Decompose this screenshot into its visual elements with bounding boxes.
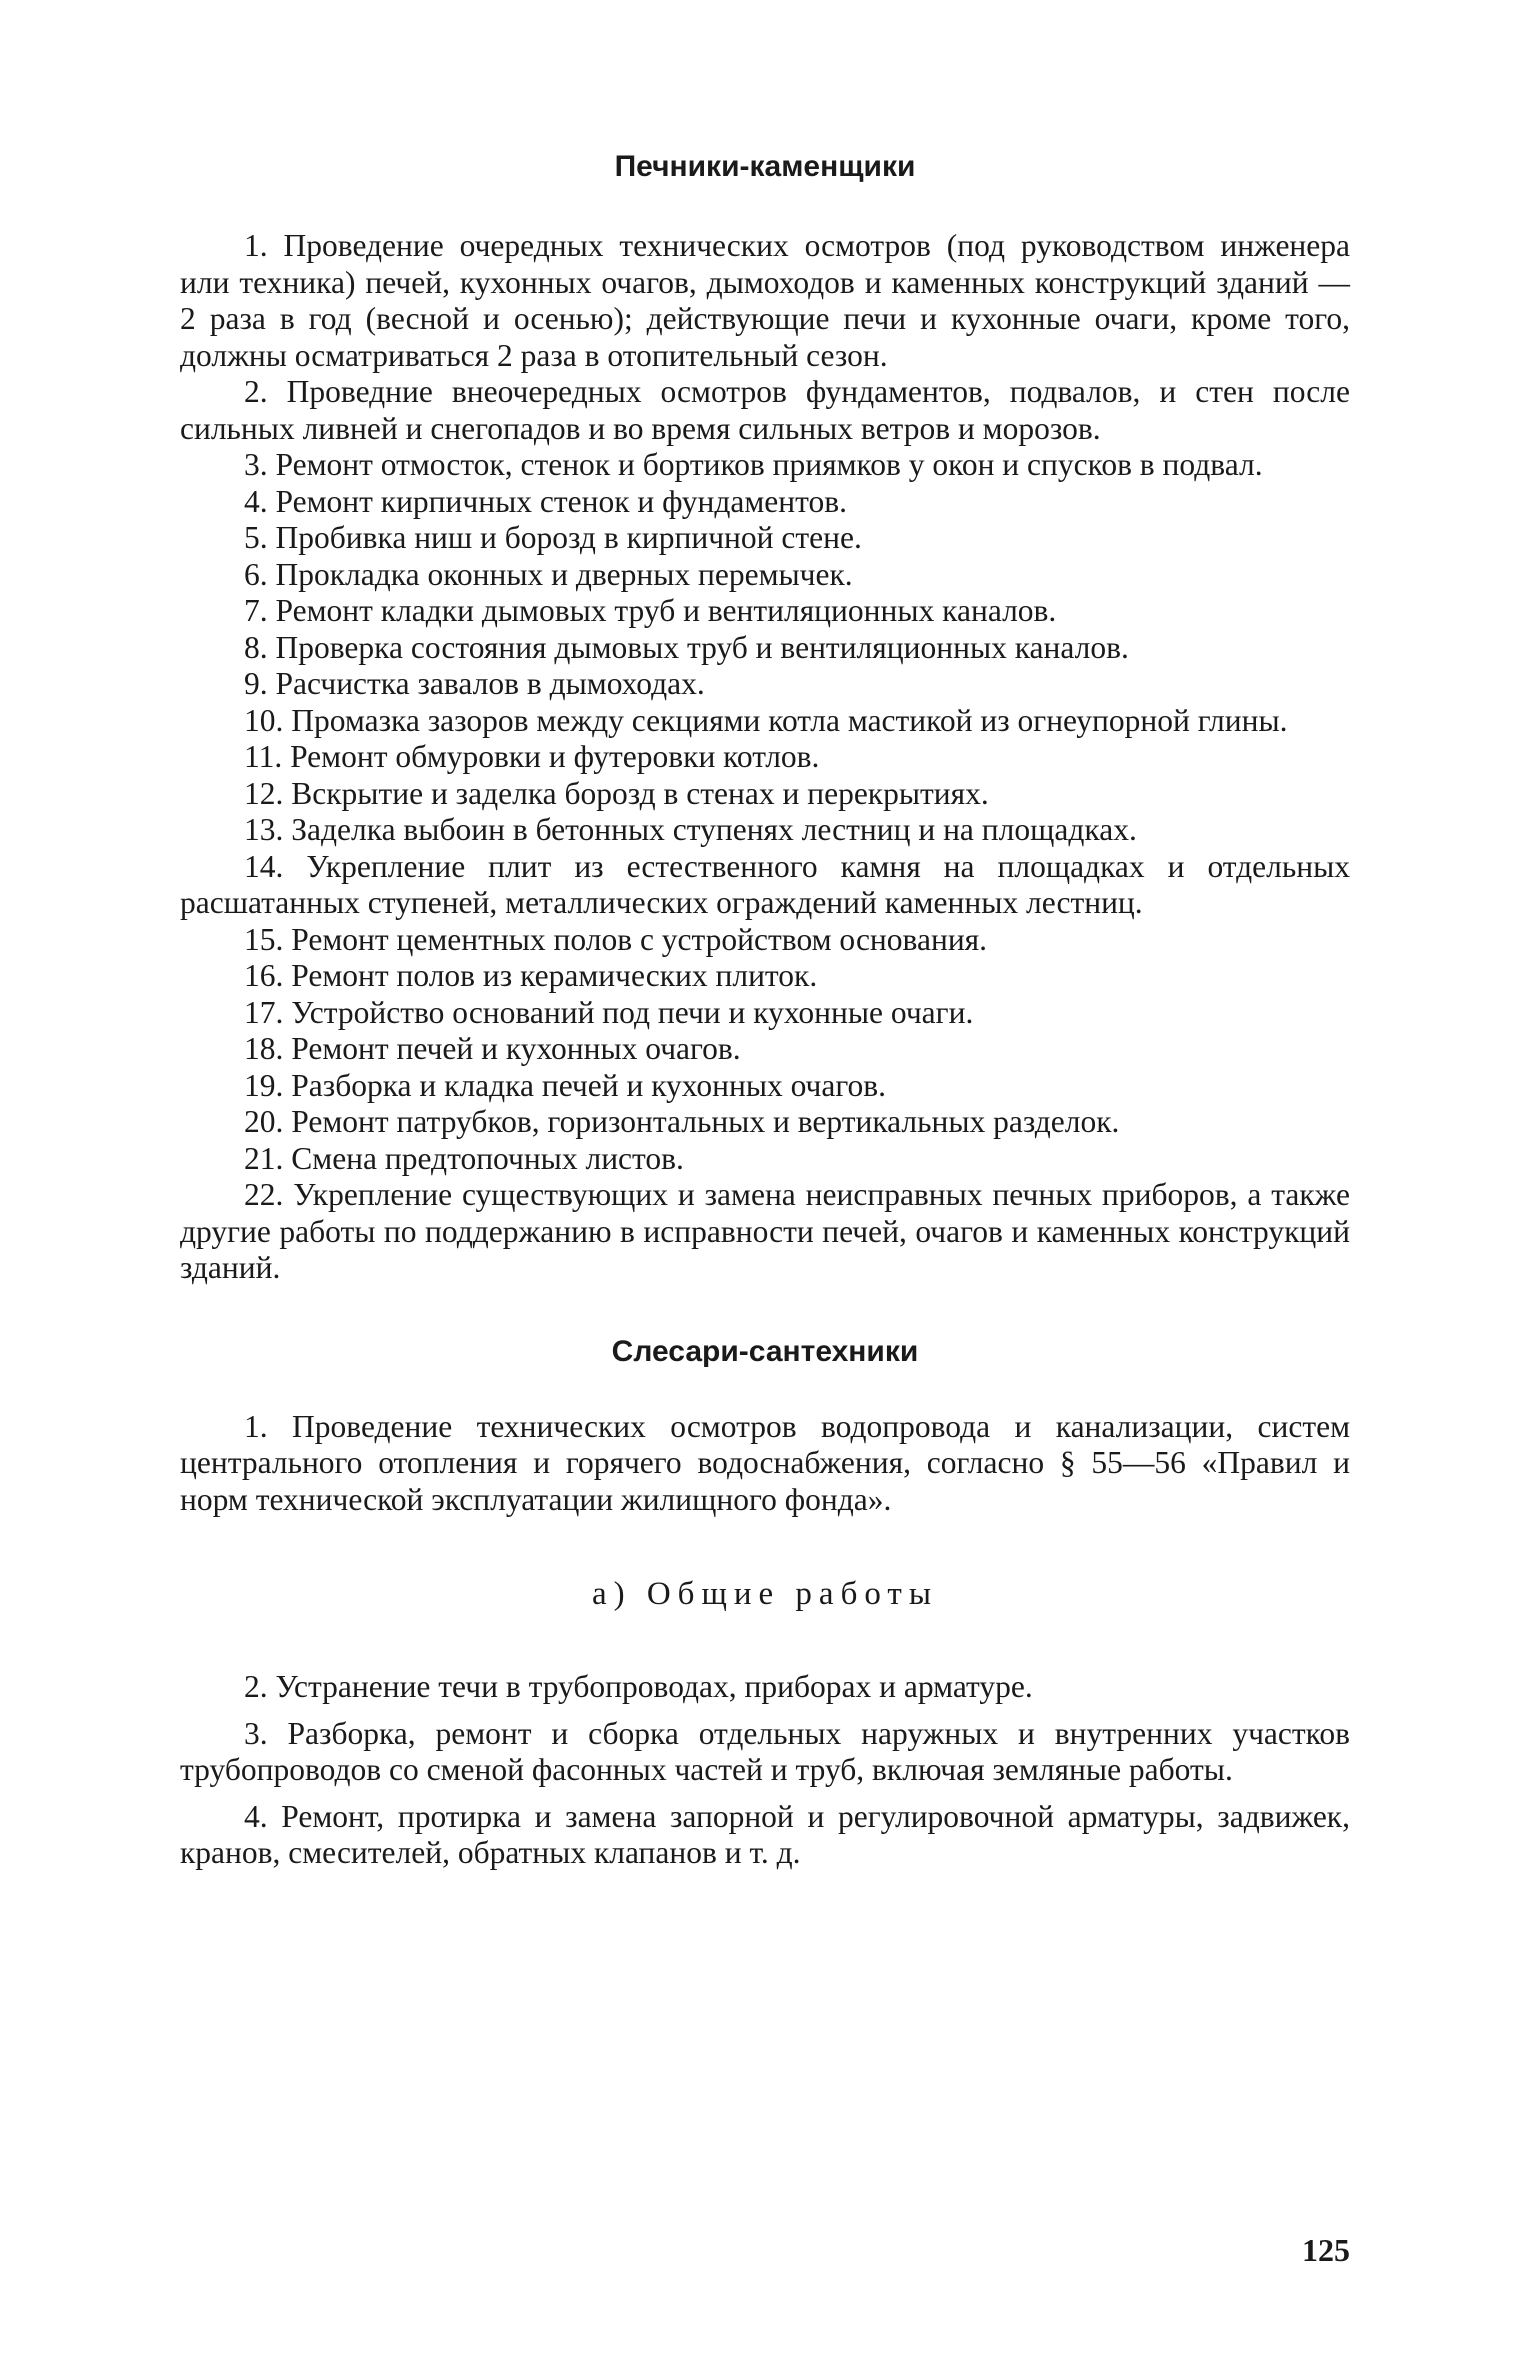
list-item: 13. Заделка выбоин в бетонных ступенях лестниц и на площадках.: [244, 812, 1137, 847]
list-item: 16. Ремонт полов из керамических плиток.: [244, 958, 818, 993]
list-item: 20. Ремонт патрубков, горизонтальных и вертикальных разделок.: [244, 1104, 1120, 1139]
list-item: 11. Ремонт обмуровки и футеровки котлов.: [244, 739, 820, 774]
list-item: 9. Расчистка завалов в дымоходах.: [244, 666, 705, 701]
list-item: 2. Устранение течи в трубопроводах, приборах и арматуре.: [244, 1669, 1033, 1704]
list-item: 6. Прокладка оконных и дверных перемычек.: [244, 556, 853, 592]
list-item: 18. Ремонт печей и кухонных очагов.: [244, 1031, 741, 1066]
list-item: 2. Проведние внеочередных осмотров фундаментов, подвалов, и стен после сильных ливней и снегопадов и во время сильных ветров и морозов.: [180, 374, 1350, 446]
list-item: 8. Проверка состояния дымовых труб и вентиляционных каналов.: [244, 629, 1129, 665]
list-item: 10. Промазка зазоров между секциями котла мастикой из огнеупорной глины.: [244, 702, 1288, 738]
section-slesari-list: [180, 1669, 1350, 1872]
list-item: 17. Устройство оснований под печи и кухонные очаги.: [244, 994, 974, 1030]
list-item: 3. Ремонт отмосток, стенок и бортиков приямков у окон и спусков в подвал.: [244, 447, 1263, 482]
list-item: 1. Проведение очередных технических осмотров (под руководством инженера или техника) печей, кухонных очагов, дымоходов и каменных конструкций зданий — 2 раза в год (весной и осенью); действующие печи и кухонные очаги, кроме того, должны осматриваться 2 раза в отопительный сезон.: [180, 228, 1350, 373]
list-item: 3. Разборка, ремонт и сборка отдельных наружных и внутренних участков трубопроводов со сменой фасонных частей и труб, включая земляные работы.: [180, 1715, 1350, 1787]
list-item: 19. Разборка и кладка печей и кухонных очагов.: [244, 1067, 886, 1103]
list-item: 22. Укрепление существующих и замена неисправных печных приборов, а также другие работы по поддержанию в исправности печей, очагов и каменных конструкций зданий.: [180, 1177, 1350, 1285]
page-number: 125: [1302, 2232, 1350, 2268]
list-item: 15. Ремонт цементных полов с устройством основания.: [244, 921, 988, 957]
list-item: 5. Пробивка ниш и борозд в кирпичной стене.: [244, 520, 862, 555]
list-item: 4. Ремонт кирпичных стенок и фундаментов.: [244, 483, 847, 519]
list-item: 21. Смена предтопочных листов.: [244, 1140, 684, 1176]
section-pechniki-list: [180, 228, 1350, 1287]
section-title-pechniki: Печники-каменщики: [614, 150, 916, 183]
list-item: 4. Ремонт, протирка и замена запорной и регулировочной арматуры, задвижек, кранов, смесителей, обратных клапанов и т. д.: [180, 1798, 1350, 1870]
list-item: 14. Укрепление плит из естественного камня на площадках и отдельных расшатанных ступеней, металлических ограждений каменных лестниц.: [180, 848, 1350, 920]
section-title-slesari: Слесари-сантехники: [611, 1334, 919, 1368]
section-slesari-intro: 1. Проведение технических осмотров водопровода и канализации, систем центрального отопления и горячего водоснабжения, согласно § 55—56 «Правил и норм технической эксплуатации жилищного фонда».: [180, 1408, 1350, 1517]
document-page: [180, 150, 1350, 1872]
subsection-heading: а) Общие работы: [591, 1576, 939, 1612]
list-item: 12. Вскрытие и заделка борозд в стенах и перекрытиях.: [244, 775, 989, 811]
list-item: 7. Ремонт кладки дымовых труб и вентиляционных каналов.: [244, 593, 1057, 628]
